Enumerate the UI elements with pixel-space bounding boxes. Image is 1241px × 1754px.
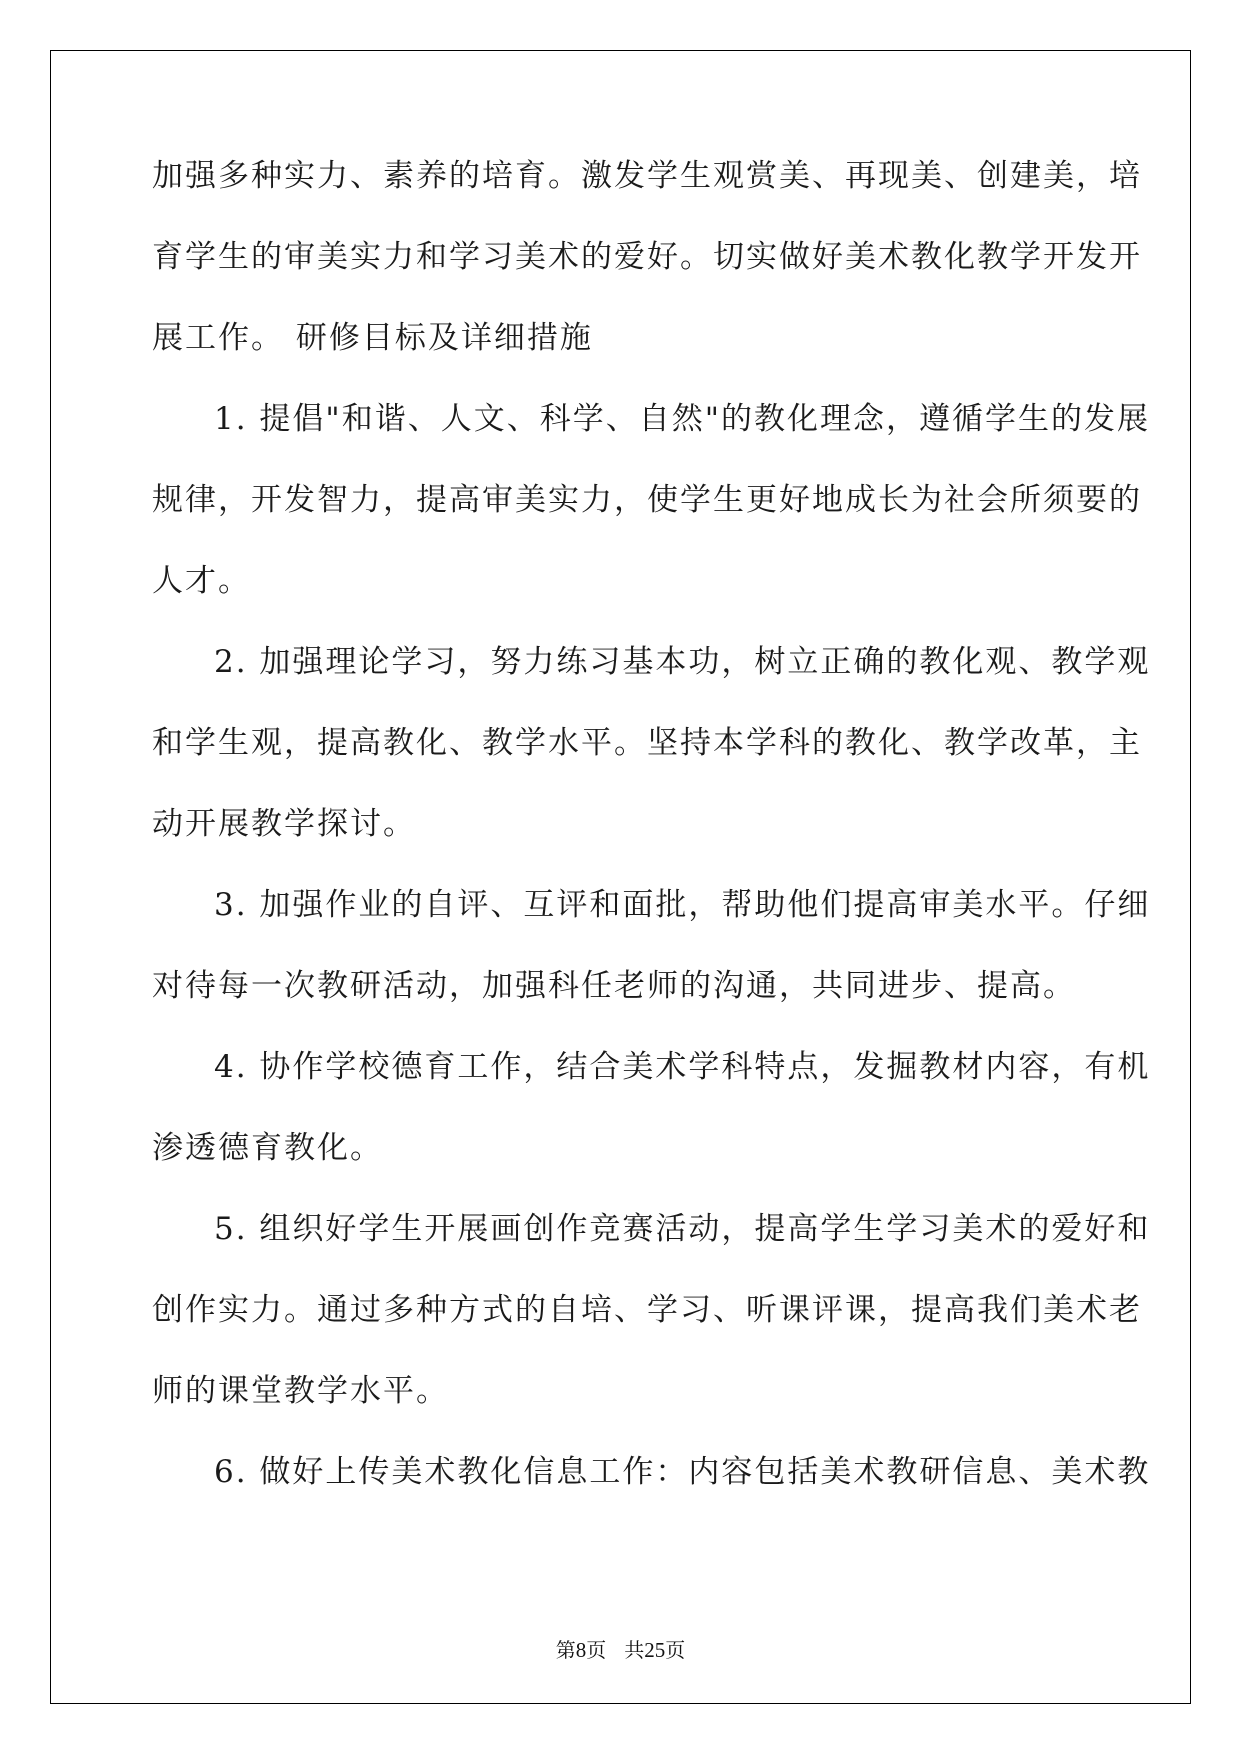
document-body [152,158,1151,1537]
text-line: 1. 提倡"和谐、人文、科学、自然"的教化理念，遵循学生的发展 [214,401,1150,437]
text-line: 人才。 [152,563,251,599]
total-suffix: 页 [665,1638,686,1662]
page-number: 8 [575,1638,587,1662]
text-line: 和学生观，提高教化、教学水平。坚持本学科的教化、教学改革，主 [152,725,1142,761]
text-line: 2. 加强理论学习，努力练习基本功，树立正确的教化观、教学观 [214,644,1151,680]
text-line: 3. 加强作业的自评、互评和面批，帮助他们提高审美水平。仔细 [214,887,1151,923]
text-line: 渗透德育教化。 [152,1130,383,1166]
text-line: 6. 做好上传美术教化信息工作：内容包括美术教研信息、美术教 [214,1454,1151,1490]
total-pages: 25 [644,1638,666,1662]
text-line: 育学生的审美实力和学习美术的爱好。切实做好美术教化教学开发开 [152,239,1142,275]
text-line: 师的课堂教学水平。 [152,1373,449,1409]
page-footer [0,1634,1241,1663]
text-line: 规律，开发智力，提高审美实力，使学生更好地成长为社会所须要的 [152,482,1142,518]
text-line: 5. 组织好学生开展画创作竞赛活动，提高学生学习美术的爱好和 [214,1211,1151,1247]
text-line: 动开展教学探讨。 [152,806,416,842]
text-line: 加强多种实力、素养的培育。激发学生观赏美、再现美、创建美，培 [152,158,1142,194]
text-line: 展工作。 研修目标及详细措施 [152,320,593,356]
text-line: 创作实力。通过多种方式的自培、学习、听课评课，提高我们美术老 [152,1292,1142,1328]
page-prefix: 第 [555,1638,576,1662]
text-line: 4. 协作学校德育工作，结合美术学科特点，发掘教材内容，有机 [214,1049,1151,1085]
text-line: 对待每一次教研活动，加强科任老师的沟通，共同进步、提高。 [152,968,1076,1004]
total-prefix: 共 [624,1638,645,1662]
page-suffix: 页 [586,1638,607,1662]
